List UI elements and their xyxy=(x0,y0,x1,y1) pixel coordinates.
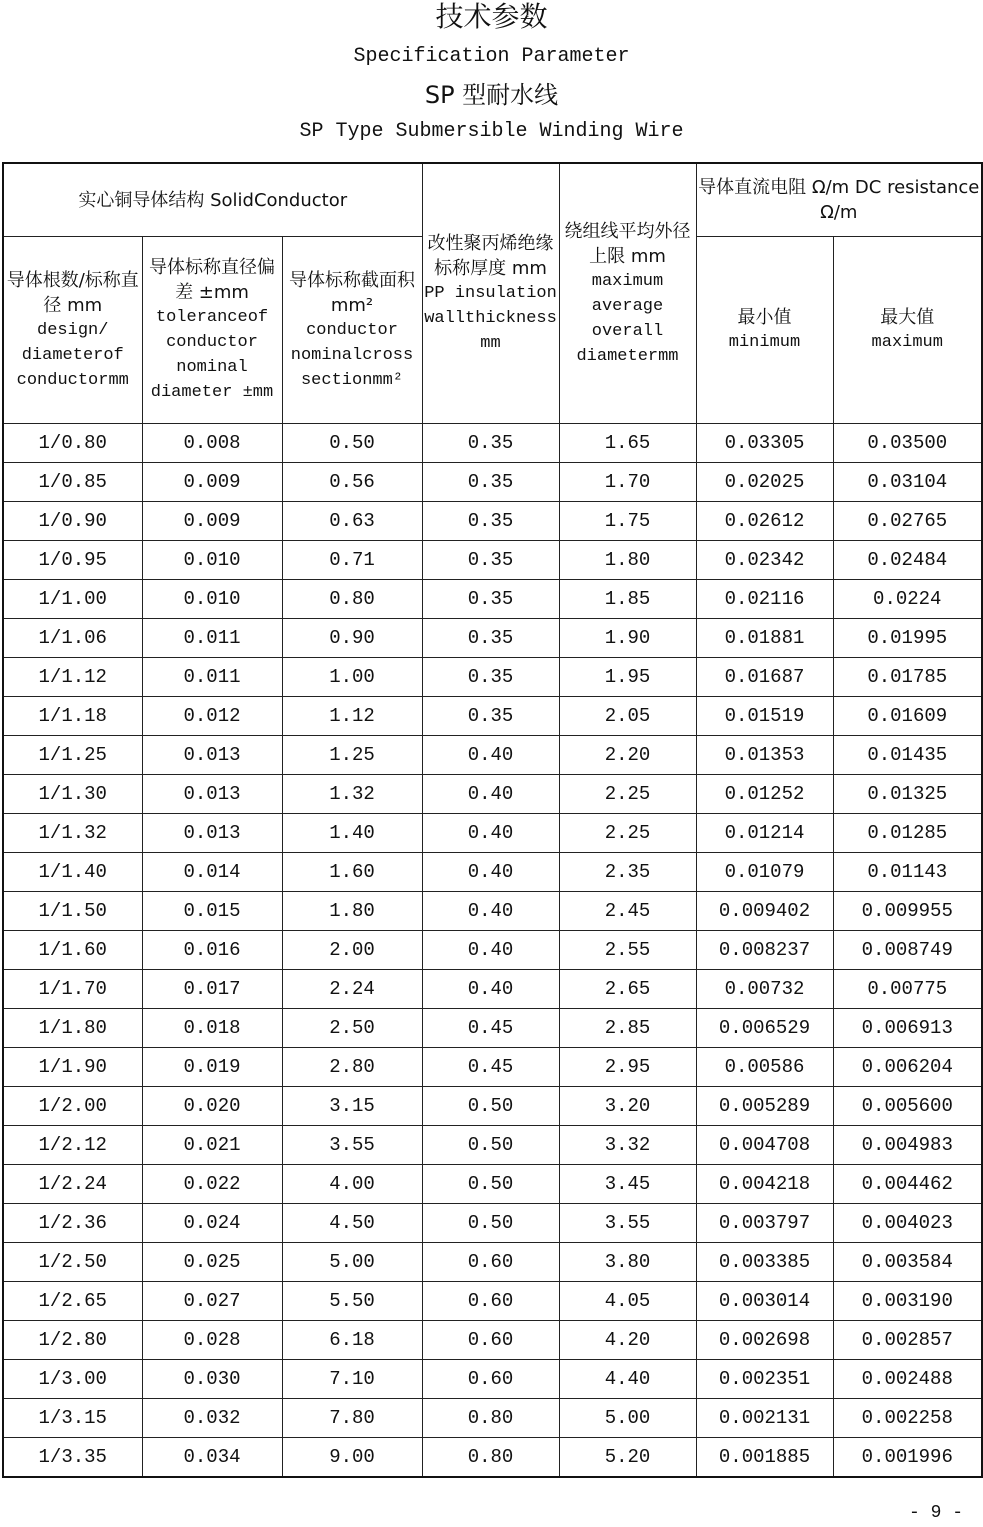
page-subtitle-en: SP Type Submersible Winding Wire xyxy=(299,120,684,143)
table-row xyxy=(3,1399,982,1438)
table-cell: 0.004218 xyxy=(696,1165,833,1204)
table-cell: 0.012 xyxy=(142,697,282,736)
table-cell: 0.02612 xyxy=(696,502,833,541)
table-cell: 1/1.30 xyxy=(3,775,142,814)
table-row xyxy=(3,424,982,463)
table-cell: 0.60 xyxy=(422,1321,559,1360)
table-row xyxy=(3,814,982,853)
table-cell: 0.40 xyxy=(422,775,559,814)
table-cell: 0.35 xyxy=(422,541,559,580)
page-subtitle-cn: SP 型耐水线 xyxy=(424,81,559,109)
table-row xyxy=(3,697,982,736)
table-cell: 0.003584 xyxy=(833,1243,982,1282)
table-cell: 1/1.80 xyxy=(3,1009,142,1048)
table-cell: 1.00 xyxy=(282,658,422,697)
table-cell: 0.005600 xyxy=(833,1087,982,1126)
table-cell: 0.40 xyxy=(422,931,559,970)
table-row xyxy=(3,502,982,541)
table-cell: 0.40 xyxy=(422,814,559,853)
table-row xyxy=(3,580,982,619)
table-cell: 0.011 xyxy=(142,658,282,697)
table-cell: 1.25 xyxy=(282,736,422,775)
table-cell: 0.60 xyxy=(422,1243,559,1282)
table-cell: 0.01881 xyxy=(696,619,833,658)
table-cell: 0.001996 xyxy=(833,1438,982,1478)
group-conductor-header: 实心铜导体结构 SolidConductor xyxy=(3,163,422,237)
table-cell: 1.80 xyxy=(282,892,422,931)
table-cell: 0.017 xyxy=(142,970,282,1009)
table-cell: 3.45 xyxy=(559,1165,696,1204)
table-row xyxy=(3,1321,982,1360)
table-row xyxy=(3,1126,982,1165)
table-cell: 0.01079 xyxy=(696,853,833,892)
table-cell: 1/1.25 xyxy=(3,736,142,775)
table-cell: 4.20 xyxy=(559,1321,696,1360)
table-cell: 1/0.90 xyxy=(3,502,142,541)
table-cell: 0.010 xyxy=(142,541,282,580)
table-cell: 0.009402 xyxy=(696,892,833,931)
table-cell: 0.006913 xyxy=(833,1009,982,1048)
table-row xyxy=(3,736,982,775)
table-cell: 1/1.00 xyxy=(3,580,142,619)
table-cell: 2.55 xyxy=(559,931,696,970)
table-cell: 5.50 xyxy=(282,1282,422,1321)
table-cell: 0.01995 xyxy=(833,619,982,658)
table-cell: 1/2.80 xyxy=(3,1321,142,1360)
table-cell: 0.006529 xyxy=(696,1009,833,1048)
table-cell: 0.027 xyxy=(142,1282,282,1321)
table-cell: 0.02025 xyxy=(696,463,833,502)
table-row xyxy=(3,1438,982,1478)
table-cell: 1/3.15 xyxy=(3,1399,142,1438)
resistance-max-header: 最大值 maximum xyxy=(833,237,982,424)
table-cell: 1.32 xyxy=(282,775,422,814)
table-cell: 2.25 xyxy=(559,814,696,853)
insulation-header: 改性聚丙烯绝缘标称厚度 mm PP insulation wallthickness mm xyxy=(422,163,559,424)
table-cell: 1/3.35 xyxy=(3,1438,142,1478)
table-row xyxy=(3,463,982,502)
table-cell: 0.028 xyxy=(142,1321,282,1360)
table-cell: 5.00 xyxy=(559,1399,696,1438)
table-cell: 0.80 xyxy=(422,1399,559,1438)
table-cell: 0.35 xyxy=(422,619,559,658)
table-cell: 0.35 xyxy=(422,697,559,736)
table-cell: 0.03305 xyxy=(696,424,833,463)
table-cell: 1/1.12 xyxy=(3,658,142,697)
table-cell: 0.020 xyxy=(142,1087,282,1126)
table-cell: 3.15 xyxy=(282,1087,422,1126)
table-cell: 1/2.50 xyxy=(3,1243,142,1282)
table-cell: 0.01143 xyxy=(833,853,982,892)
table-cell: 1/1.50 xyxy=(3,892,142,931)
table-cell: 1/0.95 xyxy=(3,541,142,580)
table-cell: 6.18 xyxy=(282,1321,422,1360)
table-cell: 1/1.32 xyxy=(3,814,142,853)
table-cell: 1/0.80 xyxy=(3,424,142,463)
table-cell: 0.013 xyxy=(142,736,282,775)
table-cell: 2.95 xyxy=(559,1048,696,1087)
table-cell: 4.50 xyxy=(282,1204,422,1243)
table-cell: 0.002131 xyxy=(696,1399,833,1438)
table-cell: 1.60 xyxy=(282,853,422,892)
tolerance-header: 导体标称直径偏差 ±mm toleranceof conductor nominal diameter ±mm xyxy=(142,237,282,424)
table-cell: 0.01435 xyxy=(833,736,982,775)
table-cell: 3.80 xyxy=(559,1243,696,1282)
header-row-1 xyxy=(3,163,982,237)
table-cell: 4.40 xyxy=(559,1360,696,1399)
table-row xyxy=(3,775,982,814)
table-cell: 0.016 xyxy=(142,931,282,970)
table-cell: 1/3.00 xyxy=(3,1360,142,1399)
table-cell: 0.60 xyxy=(422,1360,559,1399)
table-cell: 0.015 xyxy=(142,892,282,931)
table-row xyxy=(3,892,982,931)
overall-diameter-header: 绕组线平均外径上限 mm maximum average overall diametermm xyxy=(559,163,696,424)
design-header: 导体根数/标称直径 mm design/ diameterof conductormm xyxy=(3,237,142,424)
section-header: 导体标称截面积 mm² conductor nominalcross sectionmm² xyxy=(282,237,422,424)
table-cell: 0.010 xyxy=(142,580,282,619)
table-cell: 0.008237 xyxy=(696,931,833,970)
table-cell: 2.35 xyxy=(559,853,696,892)
table-cell: 1/2.36 xyxy=(3,1204,142,1243)
table-cell: 0.50 xyxy=(422,1165,559,1204)
table-cell: 0.40 xyxy=(422,736,559,775)
table-cell: 1/1.06 xyxy=(3,619,142,658)
table-cell: 0.90 xyxy=(282,619,422,658)
table-cell: 0.45 xyxy=(422,1009,559,1048)
table-cell: 2.45 xyxy=(559,892,696,931)
table-cell: 0.56 xyxy=(282,463,422,502)
table-cell: 0.006204 xyxy=(833,1048,982,1087)
table-cell: 0.01785 xyxy=(833,658,982,697)
table-cell: 0.40 xyxy=(422,970,559,1009)
table-cell: 0.001885 xyxy=(696,1438,833,1478)
table-row xyxy=(3,853,982,892)
table-cell: 1.40 xyxy=(282,814,422,853)
table-cell: 2.20 xyxy=(559,736,696,775)
table-row xyxy=(3,1282,982,1321)
table-cell: 0.024 xyxy=(142,1204,282,1243)
table-cell: 0.008749 xyxy=(833,931,982,970)
table-cell: 1/1.60 xyxy=(3,931,142,970)
table-cell: 0.013 xyxy=(142,814,282,853)
table-cell: 0.030 xyxy=(142,1360,282,1399)
table-cell: 1.90 xyxy=(559,619,696,658)
table-row xyxy=(3,970,982,1009)
table-cell: 1/2.65 xyxy=(3,1282,142,1321)
table-cell: 0.35 xyxy=(422,463,559,502)
table-row xyxy=(3,1048,982,1087)
table-cell: 1.85 xyxy=(559,580,696,619)
table-cell: 0.002258 xyxy=(833,1399,982,1438)
table-cell: 0.40 xyxy=(422,853,559,892)
table-cell: 0.019 xyxy=(142,1048,282,1087)
table-row xyxy=(3,1204,982,1243)
table-row xyxy=(3,1009,982,1048)
table-cell: 0.35 xyxy=(422,424,559,463)
group-resistance-header: 导体直流电阻 Ω/m DC resistance Ω/m xyxy=(696,163,982,237)
table-cell: 9.00 xyxy=(282,1438,422,1478)
table-cell: 0.021 xyxy=(142,1126,282,1165)
table-cell: 0.80 xyxy=(282,580,422,619)
table-cell: 0.018 xyxy=(142,1009,282,1048)
table-cell: 2.00 xyxy=(282,931,422,970)
table-cell: 1.70 xyxy=(559,463,696,502)
table-cell: 1/2.12 xyxy=(3,1126,142,1165)
table-cell: 0.01214 xyxy=(696,814,833,853)
table-row xyxy=(3,1165,982,1204)
table-cell: 1.80 xyxy=(559,541,696,580)
table-cell: 0.002351 xyxy=(696,1360,833,1399)
table-cell: 0.01285 xyxy=(833,814,982,853)
table-cell: 0.60 xyxy=(422,1282,559,1321)
table-row xyxy=(3,1360,982,1399)
table-row xyxy=(3,658,982,697)
table-cell: 0.35 xyxy=(422,502,559,541)
table-cell: 0.009 xyxy=(142,502,282,541)
table-cell: 0.014 xyxy=(142,853,282,892)
table-cell: 3.55 xyxy=(559,1204,696,1243)
table-cell: 1.12 xyxy=(282,697,422,736)
table-cell: 0.004708 xyxy=(696,1126,833,1165)
page-number: - 9 - xyxy=(908,1503,963,1523)
table-cell: 0.45 xyxy=(422,1048,559,1087)
table-cell: 0.005289 xyxy=(696,1087,833,1126)
table-cell: 5.20 xyxy=(559,1438,696,1478)
table-cell: 0.02342 xyxy=(696,541,833,580)
table-cell: 0.35 xyxy=(422,658,559,697)
resistance-min-header: 最小值 minimum xyxy=(696,237,833,424)
table-cell: 0.00586 xyxy=(696,1048,833,1087)
table-cell: 0.003385 xyxy=(696,1243,833,1282)
table-cell: 3.20 xyxy=(559,1087,696,1126)
table-cell: 0.02116 xyxy=(696,580,833,619)
table-cell: 0.0224 xyxy=(833,580,982,619)
table-cell: 2.80 xyxy=(282,1048,422,1087)
table-cell: 0.50 xyxy=(422,1087,559,1126)
table-cell: 0.01353 xyxy=(696,736,833,775)
table-cell: 0.01519 xyxy=(696,697,833,736)
page-title-cn: 技术参数 xyxy=(435,0,548,33)
table-row xyxy=(3,1243,982,1282)
table-cell: 0.003190 xyxy=(833,1282,982,1321)
table-cell: 2.65 xyxy=(559,970,696,1009)
table-cell: 2.85 xyxy=(559,1009,696,1048)
table-cell: 0.002488 xyxy=(833,1360,982,1399)
table-cell: 0.004462 xyxy=(833,1165,982,1204)
table-cell: 0.01325 xyxy=(833,775,982,814)
table-cell: 1/1.90 xyxy=(3,1048,142,1087)
table-cell: 1/2.24 xyxy=(3,1165,142,1204)
table-cell: 0.03104 xyxy=(833,463,982,502)
table-cell: 0.50 xyxy=(422,1126,559,1165)
table-cell: 0.008 xyxy=(142,424,282,463)
table-cell: 0.003014 xyxy=(696,1282,833,1321)
table-cell: 0.80 xyxy=(422,1438,559,1478)
table-cell: 0.004983 xyxy=(833,1126,982,1165)
table-cell: 0.40 xyxy=(422,892,559,931)
table-cell: 0.50 xyxy=(422,1204,559,1243)
table-cell: 0.032 xyxy=(142,1399,282,1438)
table-cell: 5.00 xyxy=(282,1243,422,1282)
table-cell: 1/0.85 xyxy=(3,463,142,502)
table-cell: 0.022 xyxy=(142,1165,282,1204)
table-cell: 2.25 xyxy=(559,775,696,814)
table-cell: 0.009 xyxy=(142,463,282,502)
table-cell: 0.01609 xyxy=(833,697,982,736)
table-cell: 0.00775 xyxy=(833,970,982,1009)
table-cell: 0.013 xyxy=(142,775,282,814)
table-cell: 1/2.00 xyxy=(3,1087,142,1126)
table-cell: 0.009955 xyxy=(833,892,982,931)
table-cell: 0.034 xyxy=(142,1438,282,1478)
page-title-en: Specification Parameter xyxy=(353,45,630,68)
table-cell: 2.24 xyxy=(282,970,422,1009)
table-cell: 0.01687 xyxy=(696,658,833,697)
table-cell: 1.75 xyxy=(559,502,696,541)
table-cell: 4.00 xyxy=(282,1165,422,1204)
table-cell: 4.05 xyxy=(559,1282,696,1321)
table-row xyxy=(3,1087,982,1126)
table-cell: 0.71 xyxy=(282,541,422,580)
table-cell: 1.65 xyxy=(559,424,696,463)
table-cell: 0.011 xyxy=(142,619,282,658)
table-cell: 3.32 xyxy=(559,1126,696,1165)
spec-table xyxy=(2,162,983,1478)
table-cell: 0.004023 xyxy=(833,1204,982,1243)
table-cell: 0.02484 xyxy=(833,541,982,580)
table-cell: 0.63 xyxy=(282,502,422,541)
table-cell: 0.50 xyxy=(282,424,422,463)
table-cell: 0.35 xyxy=(422,580,559,619)
table-cell: 1/1.70 xyxy=(3,970,142,1009)
table-row xyxy=(3,541,982,580)
table-cell: 0.02765 xyxy=(833,502,982,541)
table-cell: 1/1.40 xyxy=(3,853,142,892)
table-cell: 0.01252 xyxy=(696,775,833,814)
table-cell: 0.002698 xyxy=(696,1321,833,1360)
table-cell: 1/1.18 xyxy=(3,697,142,736)
table-row xyxy=(3,619,982,658)
table-cell: 3.55 xyxy=(282,1126,422,1165)
table-cell: 1.95 xyxy=(559,658,696,697)
table-cell: 2.50 xyxy=(282,1009,422,1048)
table-cell: 0.003797 xyxy=(696,1204,833,1243)
table-cell: 0.00732 xyxy=(696,970,833,1009)
table-cell: 7.80 xyxy=(282,1399,422,1438)
table-row xyxy=(3,931,982,970)
table-cell: 7.10 xyxy=(282,1360,422,1399)
table-cell: 0.002857 xyxy=(833,1321,982,1360)
table-body xyxy=(3,424,982,1478)
table-cell: 2.05 xyxy=(559,697,696,736)
table-cell: 0.03500 xyxy=(833,424,982,463)
table-cell: 0.025 xyxy=(142,1243,282,1282)
